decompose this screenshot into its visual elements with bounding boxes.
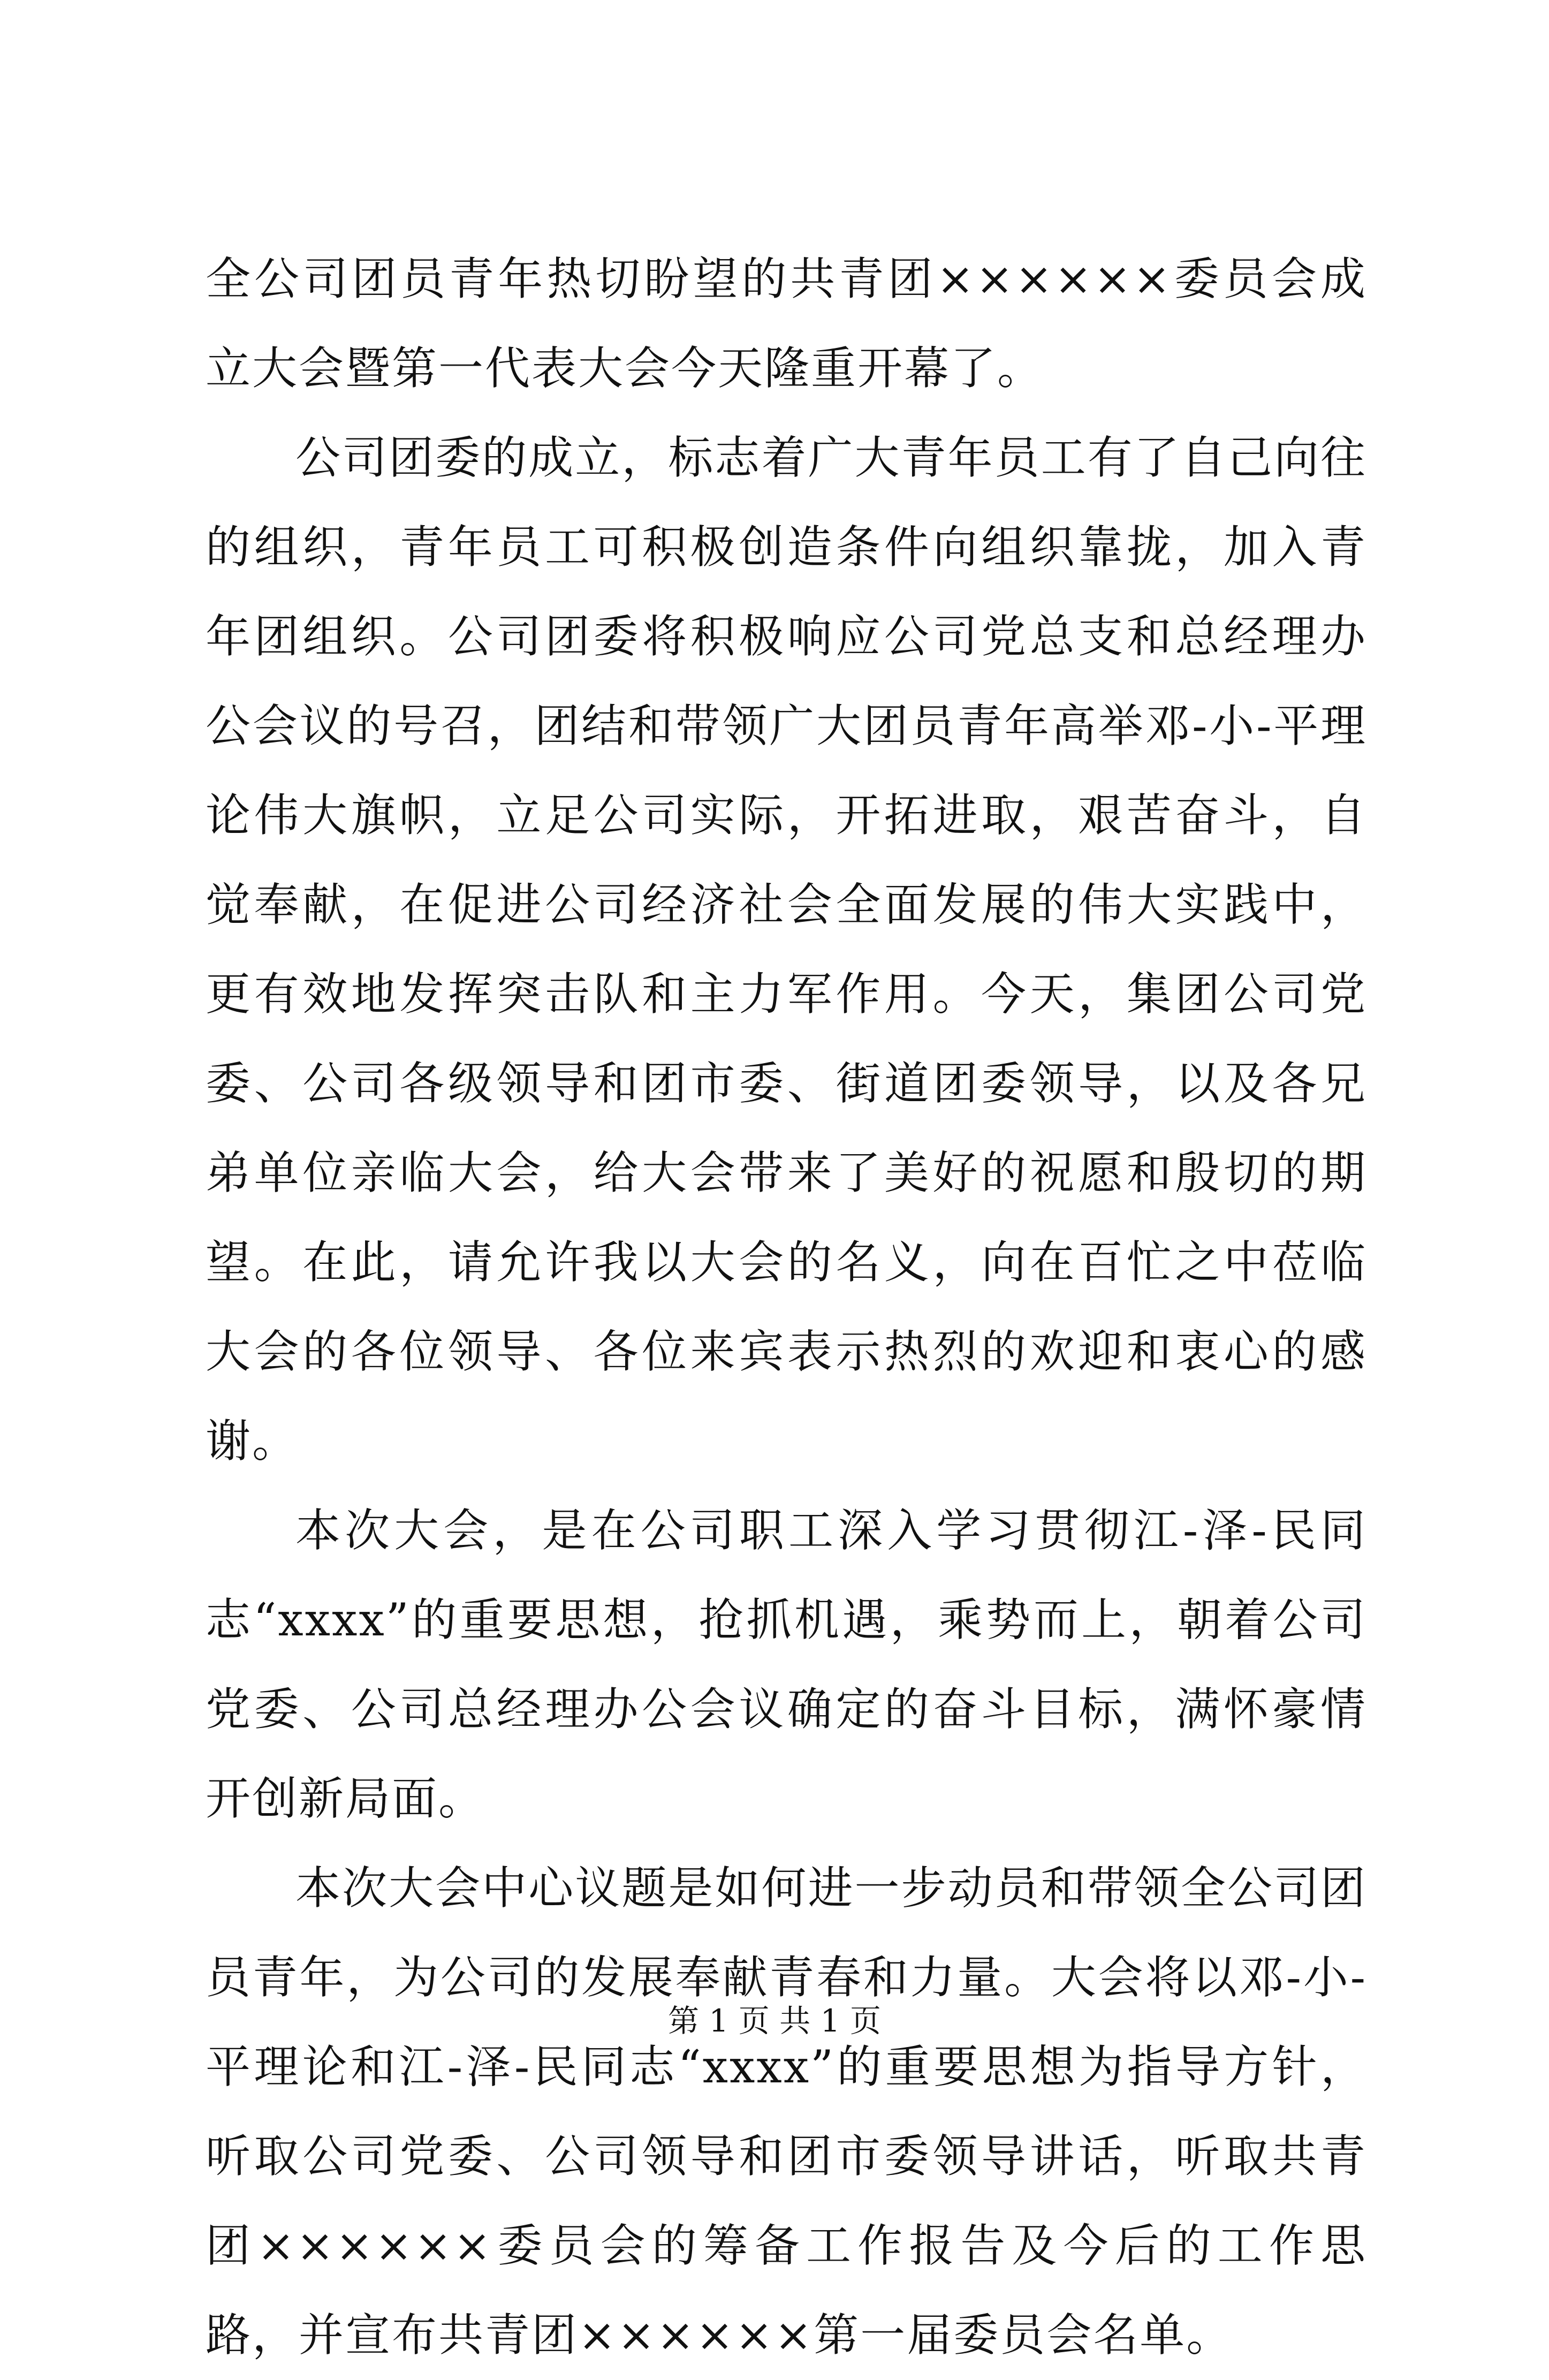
document-body [206, 234, 1367, 2380]
paragraph-committee-founding: 公司团委的成立，标志着广大青年员工有了自己向往的组织，青年员工可积极创造条件向组织靠拢，加入青年团组织。公司团委将积极响应公司党总支和总经理办公会议的号召，团结和带领广大团员青年高举邓-小-平理论伟大旗帜，立足公司实际，开拓进取，艰苦奋斗，自觉奉献，在促进公司经济社会全面发展的伟大实践中，更有效地发挥突击队和主力军作用。今天，集团公司党委、公司各级领导和团市委、街道团委领导，以及各兄弟单位亲临大会，给大会带来了美好的祝愿和殷切的期望。在此，请允许我以大会的名义，向在百忙之中莅临大会的各位领导、各位来宾表示热烈的欢迎和衷心的感谢。 [206, 431, 1367, 1467]
paragraph-opening: 全公司团员青年热切盼望的共青团××××××委员会成立大会暨第一代表大会今天隆重开幕了。 [206, 253, 1367, 395]
page-footer: 第 1 页 共 1 页 [668, 2003, 881, 2039]
paragraph-conference-context: 本次大会，是在公司职工深入学习贯彻江-泽-民同志“xxxx”的重要思想，抢抓机遇，乘势而上，朝着公司党委、公司总经理办公会议确定的奋斗目标，满怀豪情开创新局面。 [206, 1504, 1367, 1825]
paragraph-central-topic: 本次大会中心议题是如何进一步动员和带领全公司团员青年，为公司的发展奉献青春和力量。大会将以邓-小-平理论和江-泽-民同志“xxxx”的重要思想为指导方针，听取公司党委、公司领导和团市委领导讲话，听取共青团××××××委员会的筹备工作报告及今后的工作思路，并宣布共青团××××××第一届委员会名单。 [206, 1862, 1367, 2361]
